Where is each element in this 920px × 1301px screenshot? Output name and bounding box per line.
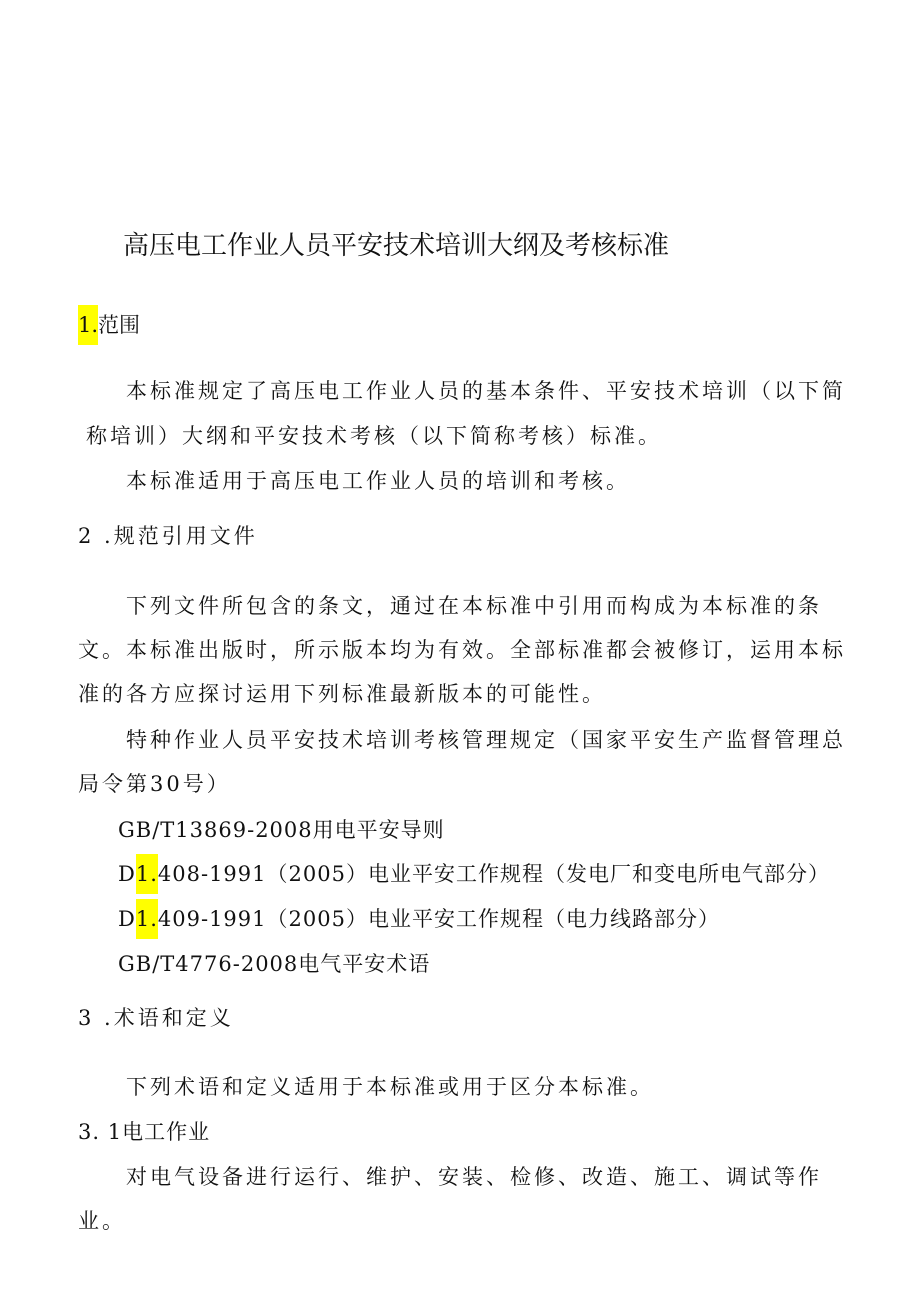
paragraph-line: 下列术语和定义适用于本标准或用于区分本标准。	[126, 1075, 654, 1099]
reference-text: 409-1991（2005）电业平安工作规程（电力线路部分）	[157, 907, 720, 931]
section-2-heading: 2 .规范引用文件	[78, 524, 258, 548]
reference-prefix: D	[118, 907, 136, 931]
reference-item: GB/T13869-2008用电平安导则	[118, 818, 445, 842]
document-title: 高压电工作业人员平安技术培训大纲及考核标准	[123, 231, 670, 261]
paragraph-line: 局令第30号）	[78, 772, 231, 796]
paragraph-line: 业。	[78, 1209, 126, 1233]
section-1-heading	[78, 311, 140, 339]
reference-highlight: 1.	[136, 899, 158, 939]
reference-text: 408-1991（2005）电业平安工作规程（发电厂和变电所电气部分）	[157, 862, 830, 886]
paragraph-line: 准的各方应探讨运用下列标准最新版本的可能性。	[78, 682, 606, 706]
reference-prefix: D	[118, 862, 136, 886]
section-1-label: 范围	[98, 313, 141, 337]
paragraph-line: 称培训）大纲和平安技术考核（以下简称考核）标准。	[86, 424, 662, 448]
reference-item: GB/T4776-2008电气平安术语	[118, 952, 431, 976]
reference-highlight: 1.	[136, 854, 158, 894]
paragraph-line: 本标准适用于高压电工作业人员的培训和考核。	[126, 469, 630, 493]
paragraph-line: 本标准规定了高压电工作业人员的基本条件、平安技术培训（以下简	[126, 379, 846, 403]
subsection-3-1-heading: 3. 1电工作业	[78, 1120, 211, 1144]
paragraph-line: 特种作业人员平安技术培训考核管理规定（国家平安生产监督管理总	[126, 728, 846, 752]
paragraph-line: 文。本标准出版时，所示版本均为有效。全部标准都会被修订，运用本标	[78, 638, 846, 662]
paragraph-line: 对电气设备进行运行、维护、安装、检修、改造、施工、调试等作	[126, 1165, 822, 1189]
reference-item	[118, 860, 830, 888]
reference-item	[118, 905, 720, 933]
paragraph-line: 下列文件所包含的条文，通过在本标准中引用而构成为本标准的条	[126, 594, 822, 618]
section-3-heading: 3 .术语和定义	[78, 1006, 234, 1030]
section-number-highlight: 1.	[78, 305, 98, 345]
